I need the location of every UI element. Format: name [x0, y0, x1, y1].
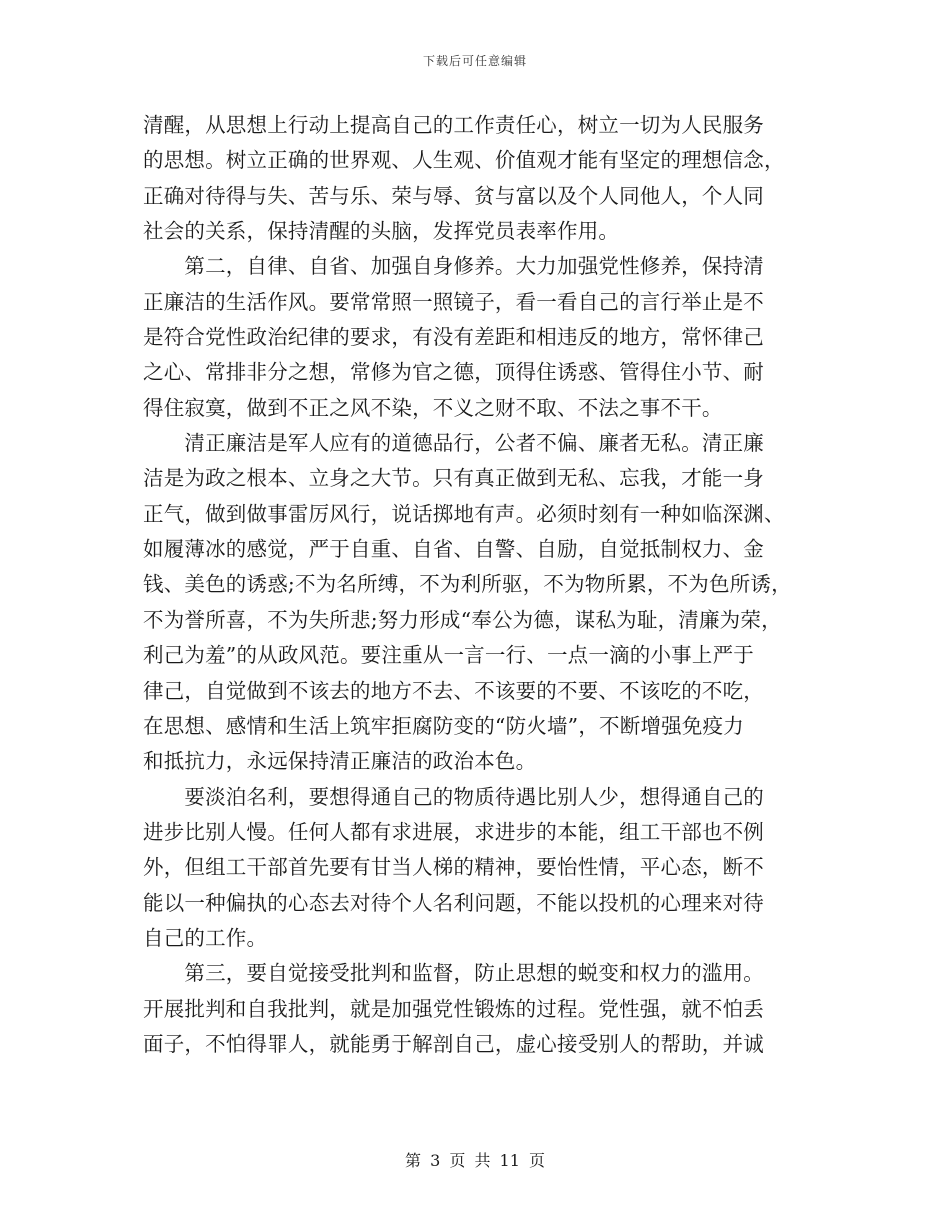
text-line: 第三，要自觉接受批判和监督，防止思想的蜕变和权力的滥用。 — [143, 961, 764, 986]
text-line: 开展批判和自我批判，就是加强党性锻炼的过程。党性强，就不怕丢 — [143, 996, 764, 1021]
text-line: 要淡泊名利，要想得通自己的物质待遇比别人少，想得通自己的 — [143, 784, 764, 809]
text-line: 清正廉洁是军人应有的道德品行，公者不偏、廉者无私。清正廉 — [143, 431, 764, 456]
text-line: 和抵抗力，永远保持清正廉洁的政治本色。 — [143, 749, 537, 774]
text-line: 第二，自律、自省、加强自身修养。大力加强党性修养，保持清 — [143, 254, 764, 279]
text-line: 社会的关系，保持清醒的头脑，发挥党员表率作用。 — [143, 219, 620, 244]
text-line: 的思想。树立正确的世界观、人生观、价值观才能有坚定的理想信念， — [143, 148, 785, 173]
text-line: 是符合党性政治纪律的要求，有没有差距和相违反的地方，常怀律己 — [143, 325, 764, 350]
text-line: 正确对待得与失、苦与乐、荣与辱、贫与富以及个人同他人，个人同 — [143, 183, 764, 208]
text-line: 外，但组工干部首先要有甘当人梯的精神，要怡性情，平心态，断不 — [143, 855, 764, 880]
text-line: 律己，自觉做到不该去的地方不去、不该要的不要、不该吃的不吃， — [143, 678, 764, 703]
page-footer: 第 3 页 共 11 页 — [405, 1151, 545, 1170]
text-line: 不为誉所喜，不为失所悲;努力形成“奉公为德，谋私为耻，清廉为荣， — [143, 607, 782, 632]
text-line: 进步比别人慢。任何人都有求进展，求进步的本能，组工干部也不例 — [143, 819, 764, 844]
text-line: 钱、美色的诱惑;不为名所缚，不为利所驱，不为物所累，不为色所诱， — [143, 572, 792, 597]
text-line: 得住寂寞，做到不正之风不染，不义之财不取、不法之事不干。 — [143, 395, 723, 420]
text-line: 面子，不怕得罪人，就能勇于解剖自己，虚心接受别人的帮助，并诚 — [143, 1031, 764, 1056]
text-line: 清醒，从思想上行动上提高自己的工作责任心，树立一切为人民服务 — [143, 113, 764, 137]
text-line: 在思想、感情和生活上筑牢拒腐防变的“防火墙”，不断增强免疫力 — [143, 713, 744, 738]
text-line: 洁是为政之根本、立身之大节。只有真正做到无私、忘我，才能一身 — [143, 466, 764, 491]
text-line: 利己为羞”的从政风范。要注重从一言一行、一点一滴的小事上严于 — [143, 643, 754, 668]
text-line: 之心、常排非分之想，常修为官之德，顶得住诱惑、管得住小节、耐 — [143, 360, 764, 385]
page-header: 下载后可任意编辑 — [422, 54, 527, 68]
text-line: 能以一种偏执的心态去对待个人名利问题，不能以投机的心理来对待 — [143, 890, 764, 915]
text-line: 如履薄冰的感觉，严于自重、自省、自警、自励，自觉抵制权力、金 — [143, 537, 764, 562]
text-line: 自己的工作。 — [143, 925, 268, 950]
document-body — [143, 108, 823, 1062]
text-line: 正气，做到做事雷厉风行，说话掷地有声。必须时刻有一种如临深渊、 — [143, 501, 785, 526]
text-line: 正廉洁的生活作风。要常常照一照镜子，看一看自己的言行举止是不 — [143, 289, 764, 314]
